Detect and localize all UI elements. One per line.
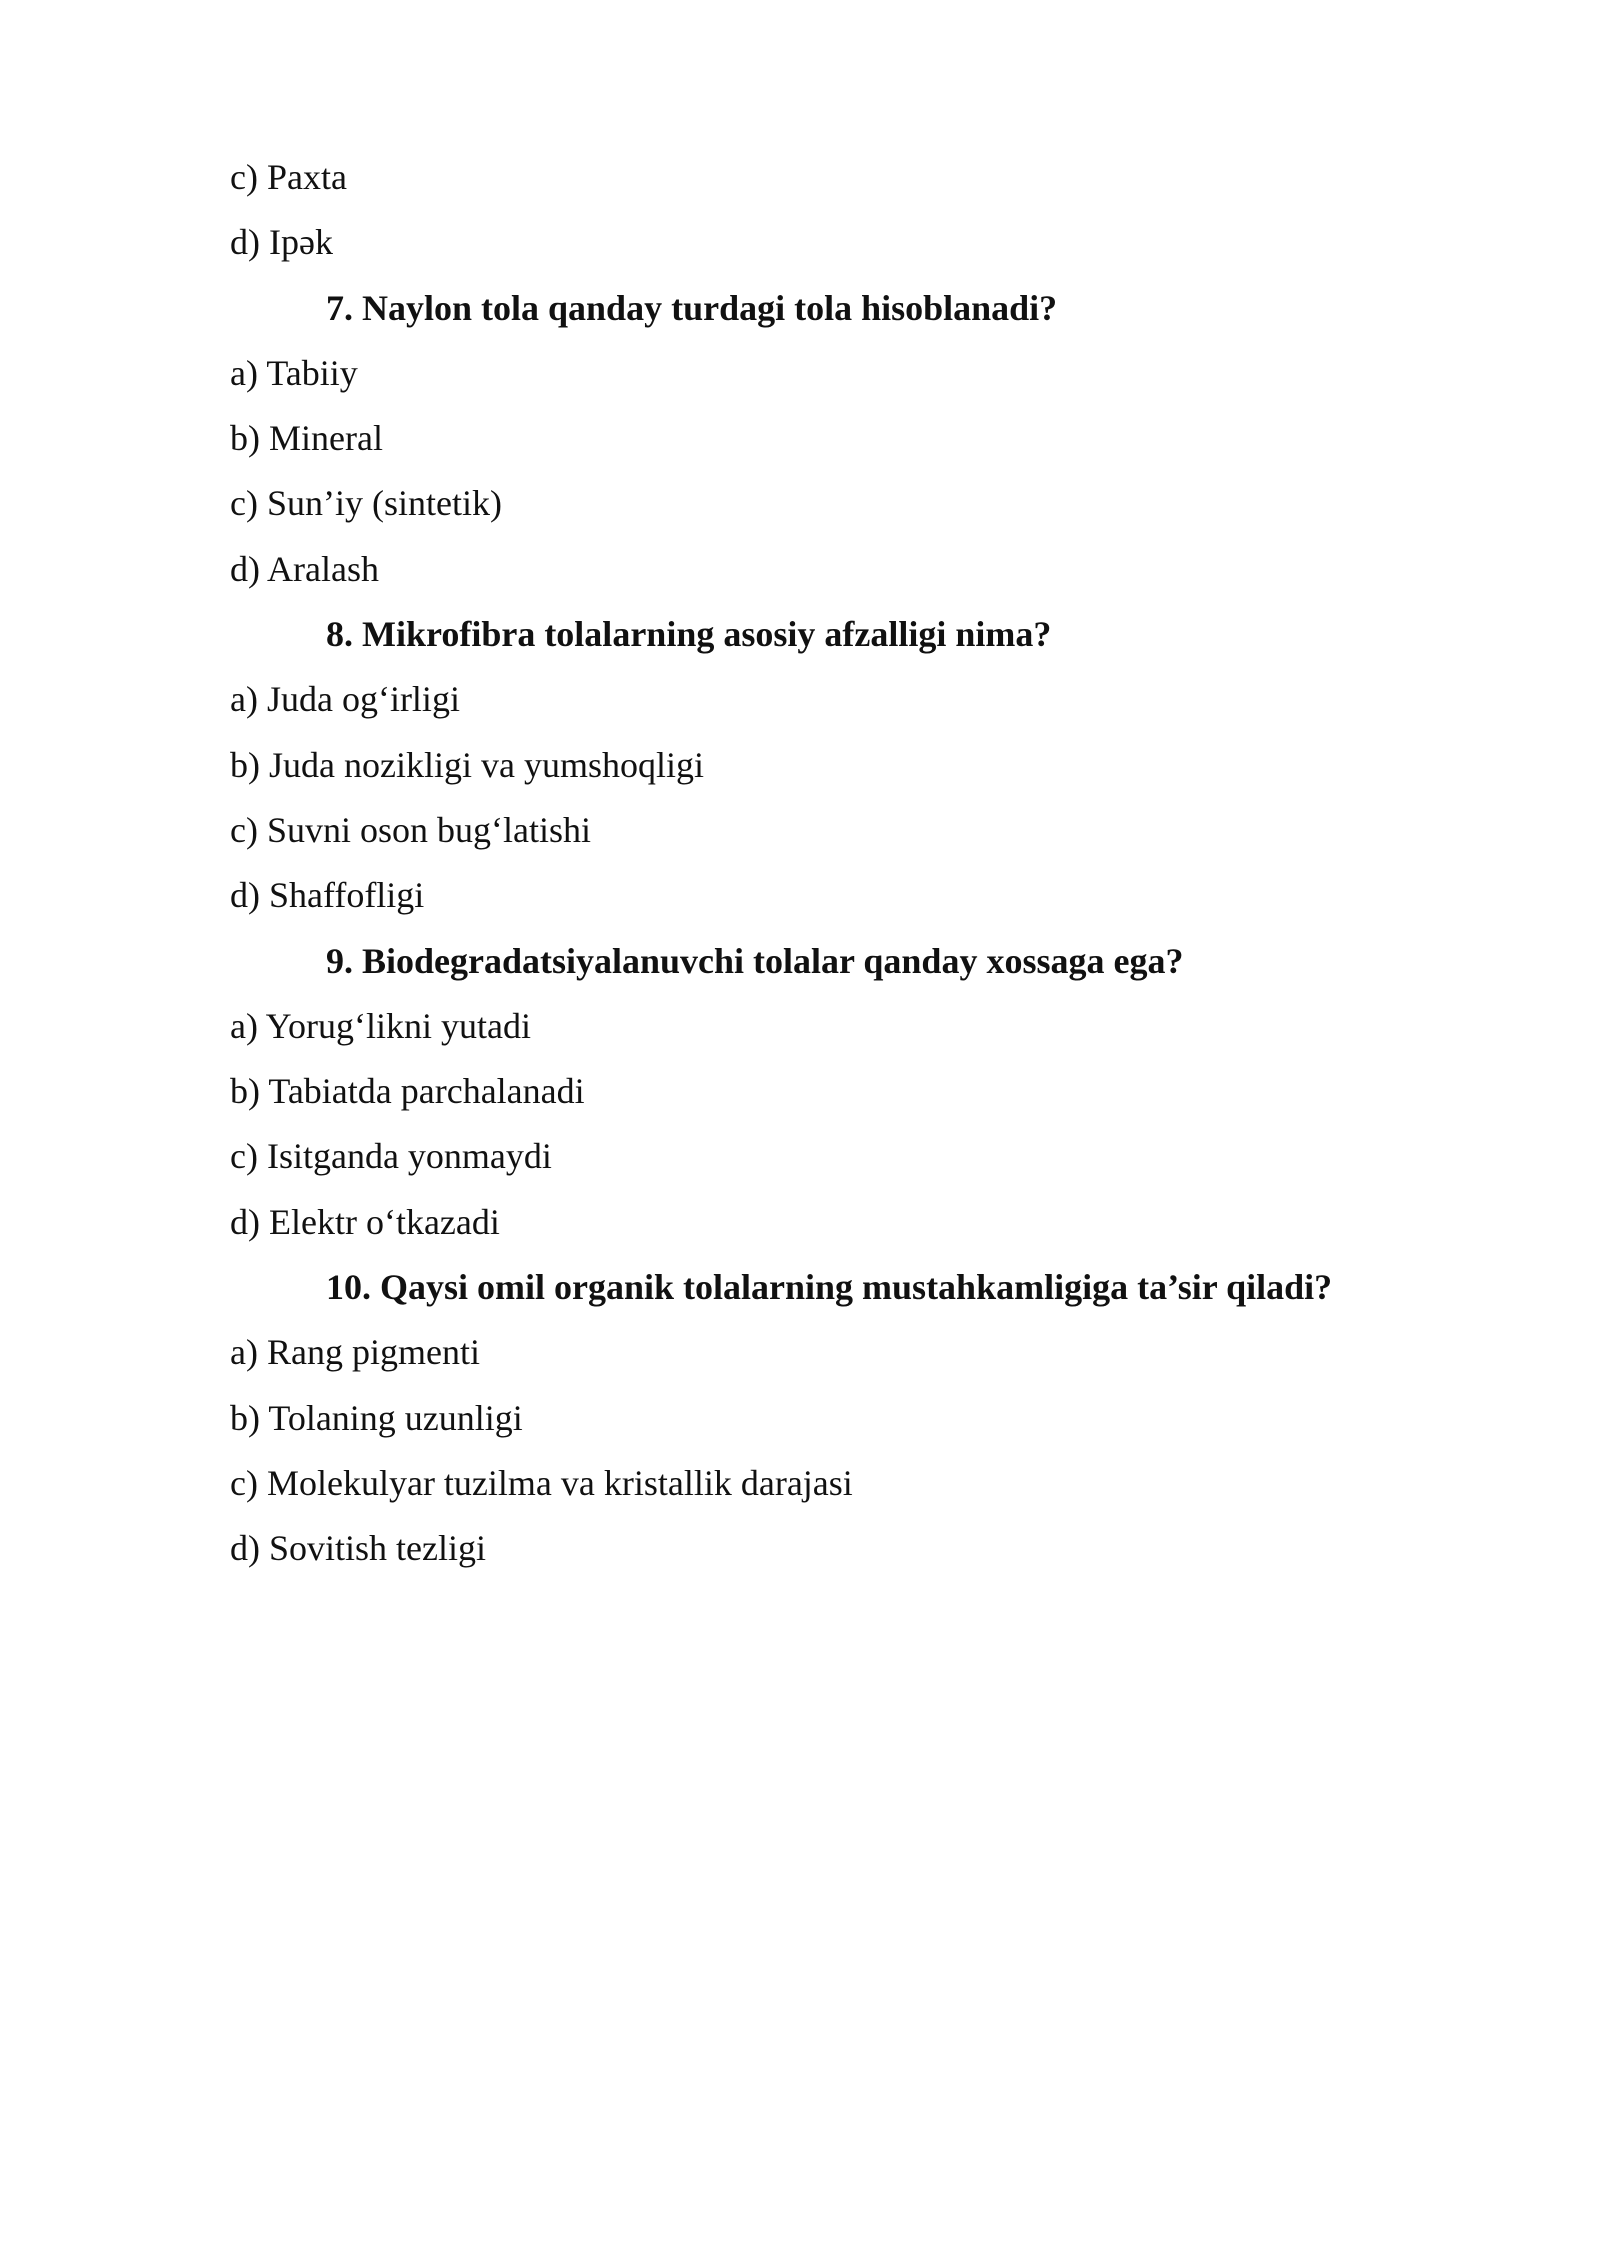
answer-option: a) Rang pigmenti [230,1332,480,1373]
question-heading: 7. Naylon tola qanday turdagi tola hisoblanadi? [326,287,1058,328]
answer-option: c) Suvni oson bug‘latishi [230,809,591,850]
answer-option: d) Ipək [230,222,333,263]
answer-option: a) Yorug‘likni yutadi [230,1005,531,1046]
question-heading: 9. Biodegradatsiyalanuvchi tolalar qanday xossaga ega? [326,940,1184,981]
answer-option: a) Tabiiy [230,352,358,393]
answer-option: b) Juda nozikligi va yumshoqligi [230,744,704,785]
answer-option: b) Tabiatda parchalanadi [230,1071,585,1112]
answer-option: d) Elektr o‘tkazadi [230,1201,500,1242]
answer-option: c) Sun’iy (sintetik) [230,483,502,524]
question-heading: 8. Mikrofibra tolalarning asosiy afzalligi nima? [326,614,1052,655]
answer-option: d) Shaffofligi [230,875,425,916]
answer-option: c) Molekulyar tuzilma va kristallik darajasi [230,1462,853,1503]
answer-option: c) Paxta [230,157,347,197]
answer-option: a) Juda og‘irligi [230,679,460,720]
answer-option: d) Aralash [230,548,379,589]
question-heading: 10. Qaysi omil organik tolalarning mustahkamligiga ta’sir qiladi? [326,1267,1333,1308]
answer-option: b) Mineral [230,418,383,459]
quiz-content [230,145,1450,1582]
answer-option: d) Sovitish tezligi [230,1528,486,1569]
answer-option: c) Isitganda yonmaydi [230,1136,552,1177]
answer-option: b) Tolaning uzunligi [230,1397,523,1438]
